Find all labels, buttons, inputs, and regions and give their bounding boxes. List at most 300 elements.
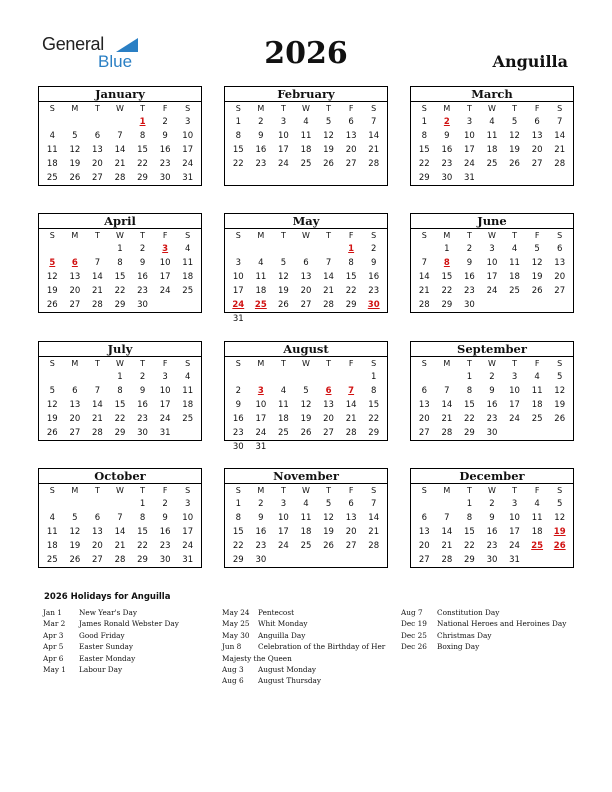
- weekday-header: T: [140, 486, 145, 495]
- day: 1: [466, 372, 473, 382]
- day: 28: [554, 159, 566, 169]
- day: 13: [69, 400, 81, 410]
- day: 11: [182, 258, 194, 268]
- day: 11: [300, 513, 312, 523]
- day: 11: [255, 272, 267, 282]
- month-december: [410, 468, 574, 568]
- day: 22: [137, 541, 148, 551]
- weekday-header: S: [371, 486, 377, 495]
- holiday-date: Dec 26: [401, 642, 427, 652]
- day: 16: [464, 272, 475, 282]
- weekday-header: M: [443, 359, 451, 368]
- day: 7: [94, 258, 101, 268]
- weekday-header: M: [71, 486, 79, 495]
- month-days: [225, 102, 387, 171]
- day: 2: [162, 499, 168, 509]
- weekday-header: T: [512, 104, 517, 113]
- day: 1: [139, 499, 146, 509]
- weekday-header: S: [421, 486, 427, 495]
- day: 24: [182, 159, 194, 169]
- day: 11: [46, 145, 58, 155]
- month-title: August: [225, 342, 387, 357]
- weekday-header: T: [466, 359, 472, 368]
- holiday-name: Majesty the Queen: [222, 653, 292, 663]
- day: 6: [421, 513, 427, 523]
- day: 23: [486, 541, 498, 551]
- weekday-header: S: [421, 231, 427, 240]
- day: 14: [92, 400, 103, 410]
- holiday-day: 5: [49, 258, 56, 268]
- day: 26: [300, 428, 312, 438]
- holiday-name: New Year's Day: [79, 608, 138, 617]
- day: 17: [509, 400, 520, 410]
- day: 25: [509, 286, 520, 296]
- day: 29: [441, 300, 453, 310]
- day: 25: [46, 173, 58, 183]
- weekday-header: S: [235, 486, 241, 495]
- day: 17: [255, 414, 267, 424]
- day: 18: [182, 400, 194, 410]
- day: 10: [509, 513, 520, 523]
- day: 6: [303, 258, 309, 268]
- day: 7: [117, 513, 123, 523]
- empty-day: [295, 370, 318, 384]
- day: 27: [345, 541, 357, 551]
- holiday-name: Christmas Day: [437, 630, 492, 640]
- day: 22: [368, 414, 380, 424]
- day: 16: [232, 414, 244, 424]
- weekday-header: T: [326, 104, 331, 113]
- day: 8: [466, 513, 473, 523]
- day: 30: [486, 555, 498, 565]
- day: 28: [368, 541, 380, 551]
- day: 26: [509, 159, 520, 169]
- weekday-header: T: [512, 231, 517, 240]
- weekday-header: S: [557, 486, 563, 495]
- day: 9: [489, 513, 495, 523]
- weekday-header: M: [71, 104, 79, 113]
- day: 18: [278, 414, 289, 424]
- day: 18: [531, 400, 543, 410]
- empty-day: [436, 370, 459, 384]
- holiday-column: [222, 607, 385, 687]
- day: 12: [509, 131, 520, 141]
- day: 24: [278, 159, 289, 169]
- weekday-header: S: [185, 104, 191, 113]
- empty-day: [86, 497, 109, 511]
- weekday-header: S: [185, 486, 191, 495]
- holiday-date: Apr 3: [43, 630, 64, 640]
- empty-day: [41, 115, 64, 129]
- month-days: [411, 102, 573, 185]
- weekday-header: T: [280, 359, 286, 368]
- day: 15: [441, 272, 453, 282]
- weekday-header: S: [557, 359, 563, 368]
- weekday-header: T: [466, 486, 472, 495]
- day: 23: [464, 286, 475, 296]
- holiday-name: James Ronald Webster Day: [79, 619, 179, 629]
- day: 27: [69, 428, 81, 438]
- holiday-row: [222, 618, 385, 629]
- weekday-header: S: [185, 359, 191, 368]
- day: 16: [368, 272, 380, 282]
- empty-day: [86, 115, 109, 129]
- weekday-header: M: [257, 231, 265, 240]
- weekday-header: F: [162, 231, 168, 240]
- day: 15: [114, 400, 126, 410]
- day: 21: [323, 286, 334, 296]
- day: 23: [137, 286, 148, 296]
- day: 17: [278, 145, 289, 155]
- day: 6: [94, 513, 101, 523]
- day: 15: [464, 527, 475, 537]
- day: 22: [232, 541, 244, 551]
- day: 26: [69, 555, 81, 565]
- weekday-header: T: [94, 104, 100, 113]
- day: 23: [255, 541, 267, 551]
- day: 2: [466, 244, 473, 254]
- holiday-date: Aug 6: [222, 676, 244, 686]
- day: 12: [69, 145, 81, 155]
- day: 28: [114, 555, 126, 565]
- weekday-header: F: [348, 231, 354, 240]
- day: 16: [137, 400, 148, 410]
- day: 14: [114, 145, 126, 155]
- day: 8: [139, 131, 146, 141]
- month-days: [411, 229, 573, 312]
- month-days: [225, 357, 387, 454]
- day: 4: [258, 258, 264, 268]
- day: 9: [139, 258, 146, 268]
- month-title: March: [411, 87, 573, 102]
- holiday-name: Easter Sunday: [79, 642, 134, 652]
- holiday-date: May 30: [222, 630, 250, 640]
- holiday-day: 26: [553, 541, 566, 551]
- day: 16: [486, 400, 498, 410]
- day: 28: [114, 173, 126, 183]
- day: 21: [554, 145, 566, 155]
- day: 19: [509, 145, 520, 155]
- day: 24: [159, 286, 171, 296]
- weekday-header: T: [280, 231, 286, 240]
- day: 26: [46, 428, 58, 438]
- weekday-header: F: [162, 359, 168, 368]
- day: 2: [235, 386, 241, 396]
- day: 24: [182, 541, 194, 551]
- weekday-header: S: [371, 231, 377, 240]
- holiday-day: 7: [348, 386, 355, 396]
- day: 2: [258, 499, 264, 509]
- day: 29: [418, 173, 430, 183]
- day: 12: [554, 513, 566, 523]
- day: 6: [534, 117, 540, 127]
- day: 8: [117, 258, 123, 268]
- day: 14: [441, 400, 453, 410]
- empty-day: [227, 370, 250, 384]
- weekday-header: T: [326, 359, 331, 368]
- empty-day: [340, 370, 363, 384]
- weekday-header: F: [348, 486, 354, 495]
- day: 18: [255, 286, 267, 296]
- holiday-row: [222, 653, 385, 664]
- country-title: Anguilla: [492, 52, 568, 71]
- month-days: [225, 229, 387, 326]
- holiday-name: Pentecost: [258, 608, 295, 617]
- day: 1: [370, 372, 377, 382]
- day: 15: [418, 145, 430, 155]
- holiday-date: Aug 7: [401, 608, 423, 617]
- month-days: [411, 484, 573, 567]
- day: 27: [323, 428, 334, 438]
- day: 9: [258, 513, 264, 523]
- weekday-header: S: [49, 231, 55, 240]
- day: 10: [464, 131, 475, 141]
- day: 18: [300, 145, 312, 155]
- day: 4: [49, 131, 55, 141]
- day: 15: [368, 400, 380, 410]
- day: 12: [46, 400, 58, 410]
- holiday-row: [222, 630, 385, 641]
- day: 26: [323, 159, 334, 169]
- month-title: December: [411, 469, 573, 484]
- day: 9: [235, 400, 241, 410]
- day: 22: [137, 159, 148, 169]
- day: 30: [137, 428, 148, 438]
- day: 8: [370, 386, 377, 396]
- day: 13: [345, 513, 357, 523]
- month-september: [410, 341, 574, 441]
- day: 2: [162, 117, 168, 127]
- day: 9: [162, 513, 168, 523]
- day: 18: [46, 159, 58, 169]
- day: 17: [182, 145, 194, 155]
- day: 12: [300, 400, 312, 410]
- day: 18: [531, 527, 543, 537]
- empty-day: [86, 242, 109, 256]
- month-days: [39, 229, 201, 312]
- day: 14: [554, 131, 566, 141]
- weekday-header: M: [257, 359, 265, 368]
- day: 1: [117, 372, 123, 382]
- day: 25: [278, 428, 289, 438]
- day: 28: [368, 159, 380, 169]
- weekday-header: W: [116, 359, 124, 368]
- day: 30: [137, 300, 148, 310]
- day: 8: [348, 258, 354, 268]
- empty-day: [109, 497, 132, 511]
- weekday-header: W: [488, 231, 496, 240]
- month-days: [39, 102, 201, 185]
- day: 28: [345, 428, 357, 438]
- day: 13: [92, 145, 103, 155]
- day: 28: [92, 428, 103, 438]
- day: 10: [255, 400, 267, 410]
- day: 4: [489, 117, 495, 127]
- holiday-day: 2: [443, 117, 450, 127]
- day: 3: [162, 372, 168, 382]
- weekday-header: T: [94, 486, 100, 495]
- day: 5: [325, 499, 332, 509]
- day: 31: [464, 173, 475, 183]
- holiday-row: [401, 618, 566, 629]
- day: 3: [511, 499, 518, 509]
- weekday-header: T: [326, 486, 331, 495]
- day: 21: [114, 541, 126, 551]
- day: 29: [464, 555, 475, 565]
- day: 23: [255, 159, 267, 169]
- day: 5: [303, 386, 309, 396]
- day: 7: [94, 386, 101, 396]
- day: 8: [235, 513, 241, 523]
- weekday-header: M: [443, 486, 451, 495]
- day: 27: [92, 173, 103, 183]
- day: 22: [464, 541, 475, 551]
- day: 20: [531, 145, 543, 155]
- holiday-name: Whit Monday: [258, 619, 308, 629]
- day: 27: [531, 159, 543, 169]
- day: 19: [554, 400, 566, 410]
- day: 12: [531, 258, 543, 268]
- day: 7: [444, 513, 450, 523]
- day: 4: [184, 244, 191, 254]
- day: 6: [94, 131, 101, 141]
- day: 25: [486, 159, 498, 169]
- day: 29: [114, 300, 126, 310]
- day: 10: [182, 131, 194, 141]
- month-title: January: [39, 87, 201, 102]
- holiday-date: Jan 1: [43, 608, 62, 617]
- day: 24: [255, 428, 267, 438]
- day: 21: [368, 527, 380, 537]
- day: 30: [255, 555, 267, 565]
- day: 31: [232, 314, 244, 324]
- month-february: [224, 86, 388, 186]
- month-july: [38, 341, 202, 441]
- day: 26: [69, 173, 81, 183]
- month-title: July: [39, 342, 201, 357]
- day: 8: [139, 513, 146, 523]
- day: 30: [159, 555, 171, 565]
- day: 18: [486, 145, 498, 155]
- day: 13: [92, 527, 103, 537]
- weekday-header: W: [116, 231, 124, 240]
- month-march: [410, 86, 574, 186]
- empty-day: [317, 242, 340, 256]
- day: 16: [486, 527, 498, 537]
- holiday-row: [43, 653, 179, 664]
- day: 7: [325, 258, 332, 268]
- day: 10: [278, 513, 289, 523]
- day: 1: [235, 117, 241, 127]
- day: 13: [300, 272, 312, 282]
- weekday-header: S: [235, 104, 241, 113]
- day: 24: [509, 414, 520, 424]
- day: 19: [46, 286, 58, 296]
- holiday-row: [43, 618, 179, 629]
- day: 5: [511, 117, 518, 127]
- day: 22: [418, 159, 430, 169]
- day: 25: [182, 286, 194, 296]
- empty-day: [64, 115, 87, 129]
- day: 21: [441, 541, 453, 551]
- holiday-name: National Heroes and Heroines Day: [437, 619, 567, 629]
- weekday-header: F: [348, 359, 354, 368]
- holiday-name: Constitution Day: [437, 608, 500, 617]
- logo-word-general: General: [42, 34, 104, 54]
- day: 21: [418, 286, 430, 296]
- holiday-name: Anguilla Day: [258, 630, 306, 640]
- month-august: [224, 341, 388, 452]
- holiday-day: 25: [254, 300, 267, 310]
- day: 9: [258, 131, 264, 141]
- holiday-date: Apr 6: [43, 653, 64, 663]
- day: 9: [444, 131, 450, 141]
- day: 14: [345, 400, 357, 410]
- holiday-date: Dec 25: [401, 630, 427, 640]
- day: 28: [323, 300, 334, 310]
- day: 20: [300, 286, 312, 296]
- day: 6: [348, 499, 354, 509]
- day: 30: [441, 173, 453, 183]
- day: 20: [323, 414, 334, 424]
- day: 10: [159, 386, 171, 396]
- day: 27: [418, 555, 430, 565]
- day: 26: [323, 541, 334, 551]
- weekday-header: T: [466, 104, 472, 113]
- day: 16: [159, 145, 171, 155]
- day: 5: [72, 131, 78, 141]
- weekday-header: T: [326, 231, 331, 240]
- holiday-row: [43, 641, 179, 652]
- day: 5: [280, 258, 287, 268]
- day: 7: [421, 258, 427, 268]
- day: 21: [441, 414, 453, 424]
- weekday-header: M: [71, 231, 79, 240]
- day: 20: [92, 159, 103, 169]
- holiday-day: 1: [348, 244, 355, 254]
- day: 24: [509, 541, 520, 551]
- day: 13: [323, 400, 334, 410]
- holiday-row: [43, 664, 179, 675]
- weekday-header: T: [512, 486, 517, 495]
- day: 19: [323, 145, 334, 155]
- day: 27: [92, 555, 103, 565]
- day: 27: [300, 300, 312, 310]
- day: 18: [182, 272, 194, 282]
- day: 11: [486, 131, 498, 141]
- day: 11: [531, 386, 543, 396]
- day: 5: [325, 117, 332, 127]
- day: 18: [509, 272, 520, 282]
- holiday-row: [43, 607, 179, 618]
- empty-day: [250, 242, 273, 256]
- day: 9: [370, 258, 377, 268]
- day: 26: [46, 300, 58, 310]
- day: 4: [303, 499, 309, 509]
- day: 27: [345, 159, 357, 169]
- day: 4: [280, 386, 287, 396]
- weekday-header: S: [235, 359, 241, 368]
- weekday-header: F: [534, 231, 540, 240]
- day: 12: [554, 386, 566, 396]
- day: 15: [464, 400, 475, 410]
- day: 16: [159, 527, 171, 537]
- day: 3: [511, 372, 518, 382]
- day: 12: [46, 272, 58, 282]
- day: 23: [232, 428, 244, 438]
- logo-word-blue: Blue: [98, 52, 133, 71]
- day: 3: [184, 499, 191, 509]
